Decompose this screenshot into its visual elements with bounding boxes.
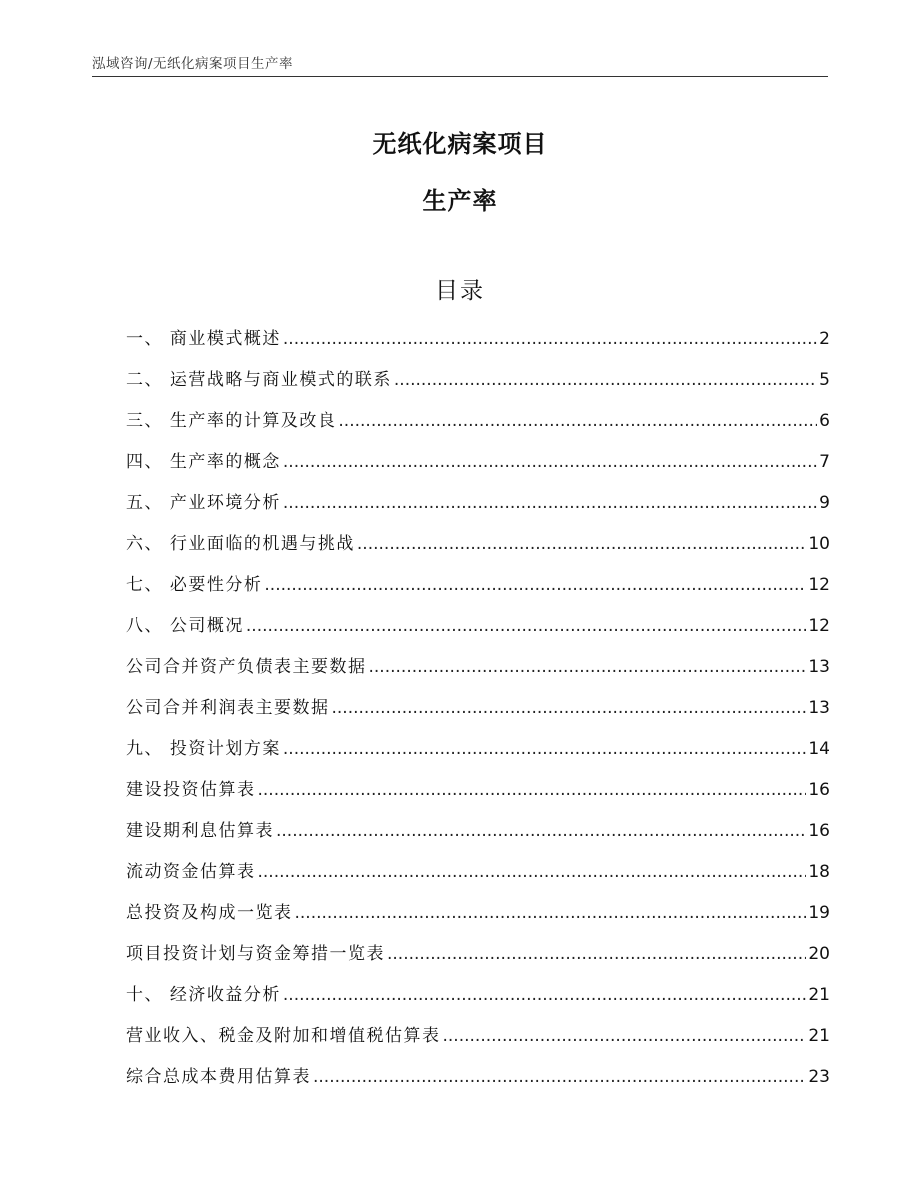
toc-leader bbox=[443, 1026, 807, 1046]
toc-item-page: 12 bbox=[808, 575, 830, 595]
toc-item-page: 5 bbox=[819, 370, 830, 390]
toc-leader bbox=[338, 411, 817, 431]
toc-item-label: 一、 商业模式概述 bbox=[126, 329, 281, 349]
toc-leader bbox=[264, 575, 806, 595]
toc-item-label: 六、 行业面临的机遇与挑战 bbox=[126, 534, 355, 554]
toc-item-page: 18 bbox=[808, 862, 830, 882]
toc-item[interactable] bbox=[126, 406, 830, 447]
toc-item-label: 营业收入、税金及附加和增值税估算表 bbox=[126, 1026, 441, 1046]
toc-leader bbox=[258, 862, 807, 882]
running-header: 泓域咨询/无纸化病案项目生产率 bbox=[92, 56, 294, 72]
toc-item-label: 九、 投资计划方案 bbox=[126, 739, 281, 759]
document-subtitle: 生产率 bbox=[422, 187, 498, 215]
toc-item-label: 公司合并资产负债表主要数据 bbox=[126, 657, 367, 677]
toc-item-label: 四、 生产率的概念 bbox=[126, 452, 281, 472]
toc-item-label: 流动资金估算表 bbox=[126, 862, 256, 882]
toc-leader bbox=[369, 657, 807, 677]
toc-item[interactable] bbox=[126, 857, 830, 898]
toc-item-label: 十、 经济收益分析 bbox=[126, 985, 281, 1005]
document-title: 无纸化病案项目 bbox=[372, 130, 548, 158]
toc-item[interactable] bbox=[126, 816, 830, 857]
toc-item-page: 12 bbox=[808, 616, 830, 636]
toc-item[interactable] bbox=[126, 324, 830, 365]
toc-item-page: 20 bbox=[808, 944, 830, 964]
toc-leader bbox=[283, 329, 817, 349]
toc-item-page: 21 bbox=[808, 1026, 830, 1046]
toc-item[interactable] bbox=[126, 980, 830, 1021]
toc-item-page: 10 bbox=[808, 534, 830, 554]
toc-item[interactable] bbox=[126, 488, 830, 529]
toc-item-label: 建设投资估算表 bbox=[126, 780, 256, 800]
toc-item-page: 19 bbox=[808, 903, 830, 923]
toc-item[interactable] bbox=[126, 1062, 830, 1103]
table-of-contents bbox=[126, 324, 830, 1103]
header-rule bbox=[92, 76, 828, 77]
toc-item[interactable] bbox=[126, 898, 830, 939]
toc-leader bbox=[283, 493, 817, 513]
toc-leader bbox=[387, 944, 806, 964]
toc-item-page: 23 bbox=[808, 1067, 830, 1087]
toc-leader bbox=[283, 985, 806, 1005]
toc-item[interactable] bbox=[126, 447, 830, 488]
toc-item[interactable] bbox=[126, 939, 830, 980]
toc-item-page: 9 bbox=[819, 493, 830, 513]
toc-item-page: 14 bbox=[808, 739, 830, 759]
toc-item[interactable] bbox=[126, 775, 830, 816]
toc-item-page: 16 bbox=[808, 821, 830, 841]
toc-item[interactable] bbox=[126, 734, 830, 775]
toc-item-label: 公司合并利润表主要数据 bbox=[126, 698, 330, 718]
toc-item-page: 2 bbox=[819, 329, 830, 349]
toc-leader bbox=[357, 534, 806, 554]
toc-item-label: 建设期利息估算表 bbox=[126, 821, 274, 841]
toc-leader bbox=[332, 698, 807, 718]
toc-item[interactable] bbox=[126, 1021, 830, 1062]
toc-item-label: 八、 公司概况 bbox=[126, 616, 244, 636]
toc-leader bbox=[246, 616, 806, 636]
toc-item-page: 7 bbox=[819, 452, 830, 472]
toc-item-label: 总投资及构成一览表 bbox=[126, 903, 293, 923]
toc-item[interactable] bbox=[126, 693, 830, 734]
toc-item[interactable] bbox=[126, 529, 830, 570]
toc-item[interactable] bbox=[126, 611, 830, 652]
toc-leader bbox=[295, 903, 807, 923]
toc-item-label: 三、 生产率的计算及改良 bbox=[126, 411, 337, 431]
toc-leader bbox=[394, 370, 817, 390]
toc-item[interactable] bbox=[126, 365, 830, 406]
toc-item-page: 21 bbox=[808, 985, 830, 1005]
toc-item[interactable] bbox=[126, 652, 830, 693]
toc-item-label: 综合总成本费用估算表 bbox=[126, 1067, 311, 1087]
toc-leader bbox=[258, 780, 807, 800]
toc-item-label: 二、 运营战略与商业模式的联系 bbox=[126, 370, 392, 390]
toc-item-page: 6 bbox=[819, 411, 830, 431]
toc-item-label: 五、 产业环境分析 bbox=[126, 493, 281, 513]
toc-item-page: 16 bbox=[808, 780, 830, 800]
toc-leader bbox=[313, 1067, 806, 1087]
toc-item-label: 七、 必要性分析 bbox=[126, 575, 263, 595]
toc-leader bbox=[283, 739, 806, 759]
toc-item-page: 13 bbox=[808, 698, 830, 718]
toc-leader bbox=[276, 821, 806, 841]
toc-heading: 目录 bbox=[435, 278, 485, 304]
toc-item-label: 项目投资计划与资金筹措一览表 bbox=[126, 944, 385, 964]
toc-leader bbox=[283, 452, 817, 472]
toc-item[interactable] bbox=[126, 570, 830, 611]
toc-item-page: 13 bbox=[808, 657, 830, 677]
